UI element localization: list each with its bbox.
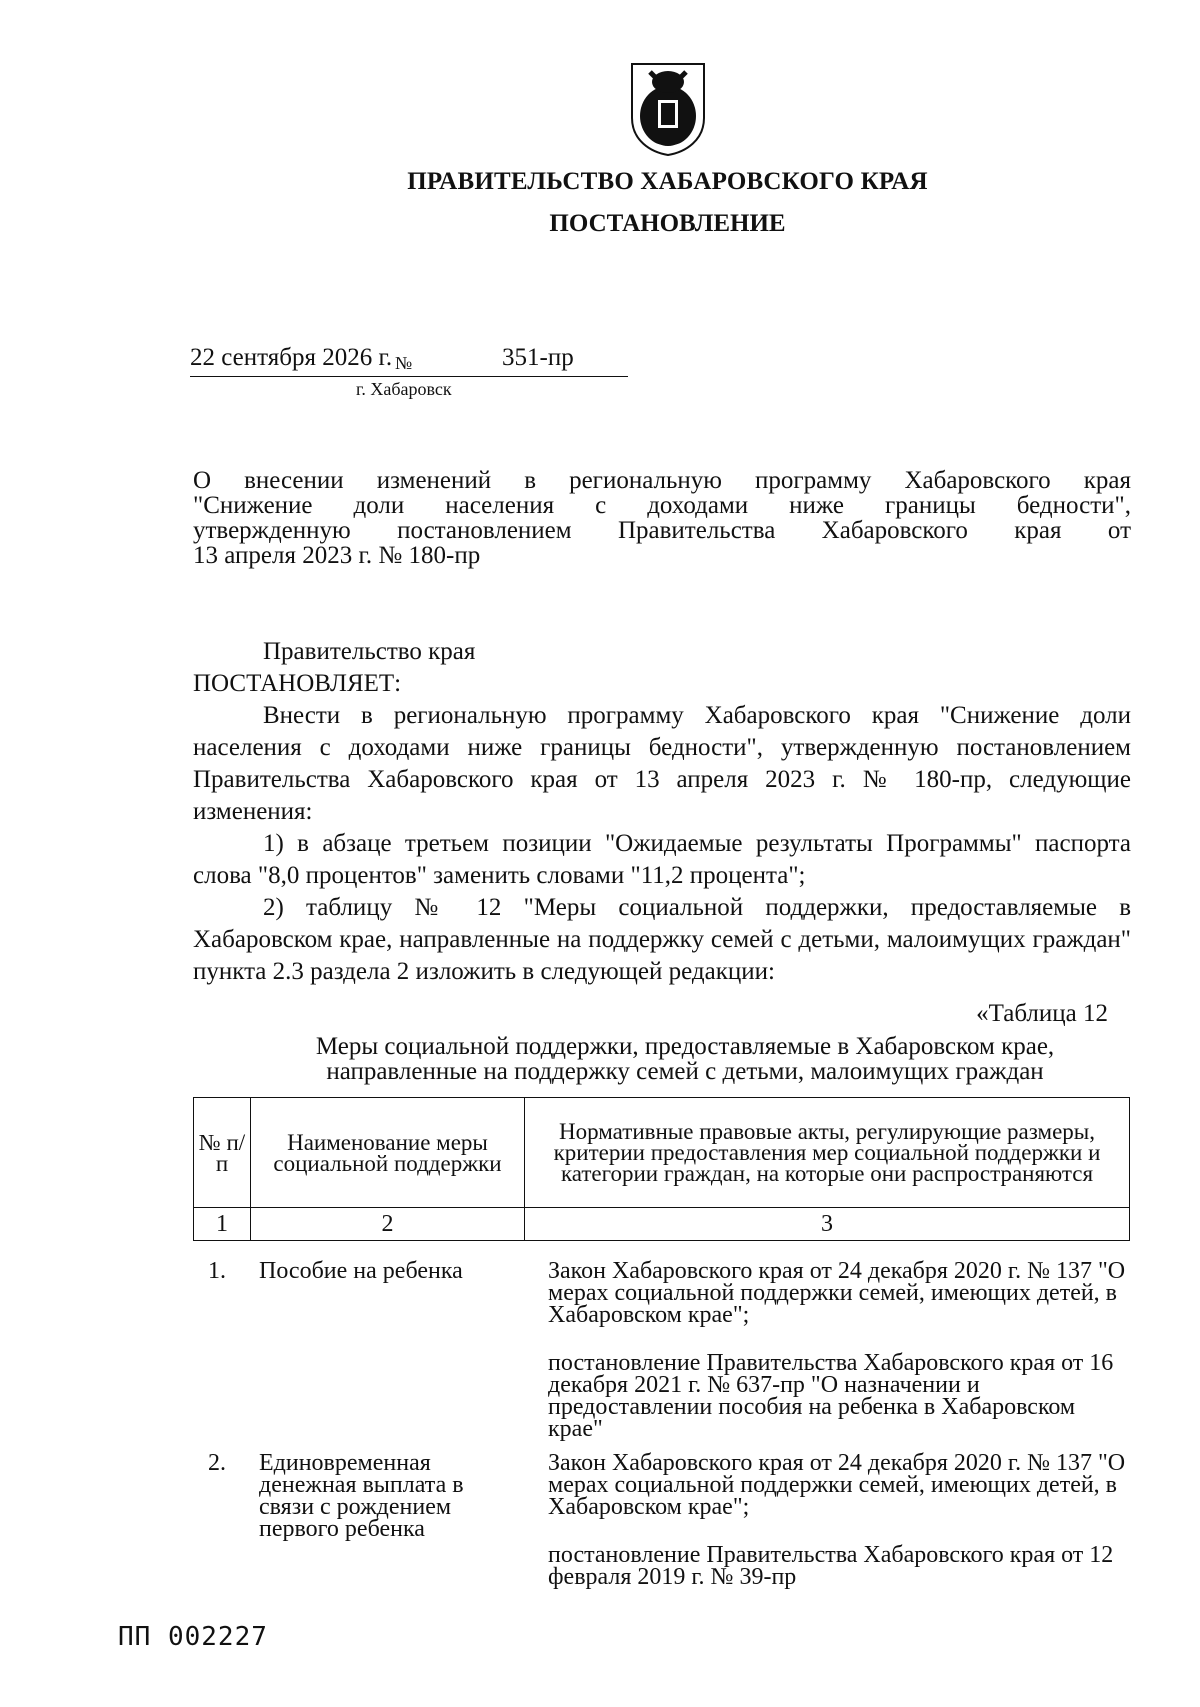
paragraph-main: Внести в региональную программу Хабаровского края "Снижение доли населения с доходами ниже границы бедности", утвержденную постановлением Правительства Хабаровского края от 13 апреля 2023 г. № 180-пр, следующие изменения: (193, 702, 1131, 825)
row-1-act-2: постановление Правительства Хабаровского края от 16 декабря 2021 г. № 637-пр "О назначении и предоставлении пособия на ребенка в Хабаровском крае" (548, 1350, 1114, 1442)
city-name: г. Хабаровск (356, 379, 452, 399)
document-type: ПОСТАНОВЛЕНИЕ (549, 210, 786, 237)
title-line: "Снижение доли населения с доходами ниже границы бедности", (193, 492, 1131, 519)
row-1-number: 1. (208, 1258, 226, 1284)
column-number-3: 3 (525, 1208, 1130, 1241)
column-number-1: 1 (194, 1208, 251, 1241)
title-line: О внесении изменений в региональную программу Хабаровского края (193, 467, 1131, 494)
document-date: 22 сентября 2026 г. (190, 344, 393, 371)
row-2-measure: Единовременная денежная выплата в связи с рождением первого ребенка (259, 1450, 464, 1542)
row-2-act-1: Закон Хабаровского края от 24 декабря 2020 г. № 137 "О мерах социальной поддержки семей, имеющих детей, в Хабаровском крае"; (548, 1450, 1126, 1520)
title-line: 13 апреля 2023 г. № 180-пр (193, 542, 481, 569)
date-number-line (190, 342, 628, 377)
row-1-act-1: Закон Хабаровского края от 24 декабря 2020 г. № 137 "О мерах социальной поддержки семей, имеющих детей, в Хабаровском крае"; (548, 1258, 1126, 1328)
row-1-measure: Пособие на ребенка (259, 1258, 463, 1284)
document-number: 351-пр (502, 344, 574, 371)
organization-name: ПРАВИТЕЛЬСТВО ХАБАРОВСКОГО КРАЯ (407, 168, 928, 195)
table-caption (230, 1034, 1140, 1084)
paragraph-item-1: 1) в абзаце третьем позиции "Ожидаемые результаты Программы" паспорта слова "8,0 процентов" заменить словами "11,2 процента"; (193, 830, 1131, 889)
resolves-line: ПОСТАНОВЛЯЕТ: (193, 670, 402, 697)
serial-number: ПП 002227 (118, 1622, 268, 1652)
intro-line: Правительство края (263, 638, 476, 665)
caption-line: Меры социальной поддержки, предоставляемые в Хабаровском крае, (315, 1033, 1055, 1060)
caption-line: направленные на поддержку семей с детьми, малоимущих граждан (326, 1058, 1044, 1085)
document-title (193, 468, 1131, 568)
paragraph-item-2: 2) таблицу № 12 "Меры социальной поддержки, предоставляемые в Хабаровском крае, направленные на поддержку семей с детьми, малоимущих граждан" пункта 2.3 раздела 2 изложить в следующей редакции: (193, 894, 1131, 985)
measures-table-header (193, 1097, 1130, 1241)
column-number-2: 2 (251, 1208, 525, 1241)
row-2-number: 2. (208, 1450, 226, 1476)
header-number: № п/п (194, 1098, 251, 1208)
row-2-act-2: постановление Правительства Хабаровского края от 12 февраля 2019 г. № 39-пр (548, 1542, 1114, 1590)
title-line: утвержденную постановлением Правительства Хабаровского края от (193, 517, 1131, 544)
number-sign: № (395, 353, 413, 373)
header-measure-name: Наименование меры социальной поддержки (251, 1098, 525, 1208)
coat-of-arms-emblem (628, 60, 708, 156)
table-label: «Таблица 12 (976, 1000, 1108, 1027)
header-legal-acts: Нормативные правовые акты, регулирующие размеры, критерии предоставления мер социальной поддержки и категории граждан, на которые они распространяются (525, 1098, 1130, 1208)
intro-text (193, 636, 1131, 988)
